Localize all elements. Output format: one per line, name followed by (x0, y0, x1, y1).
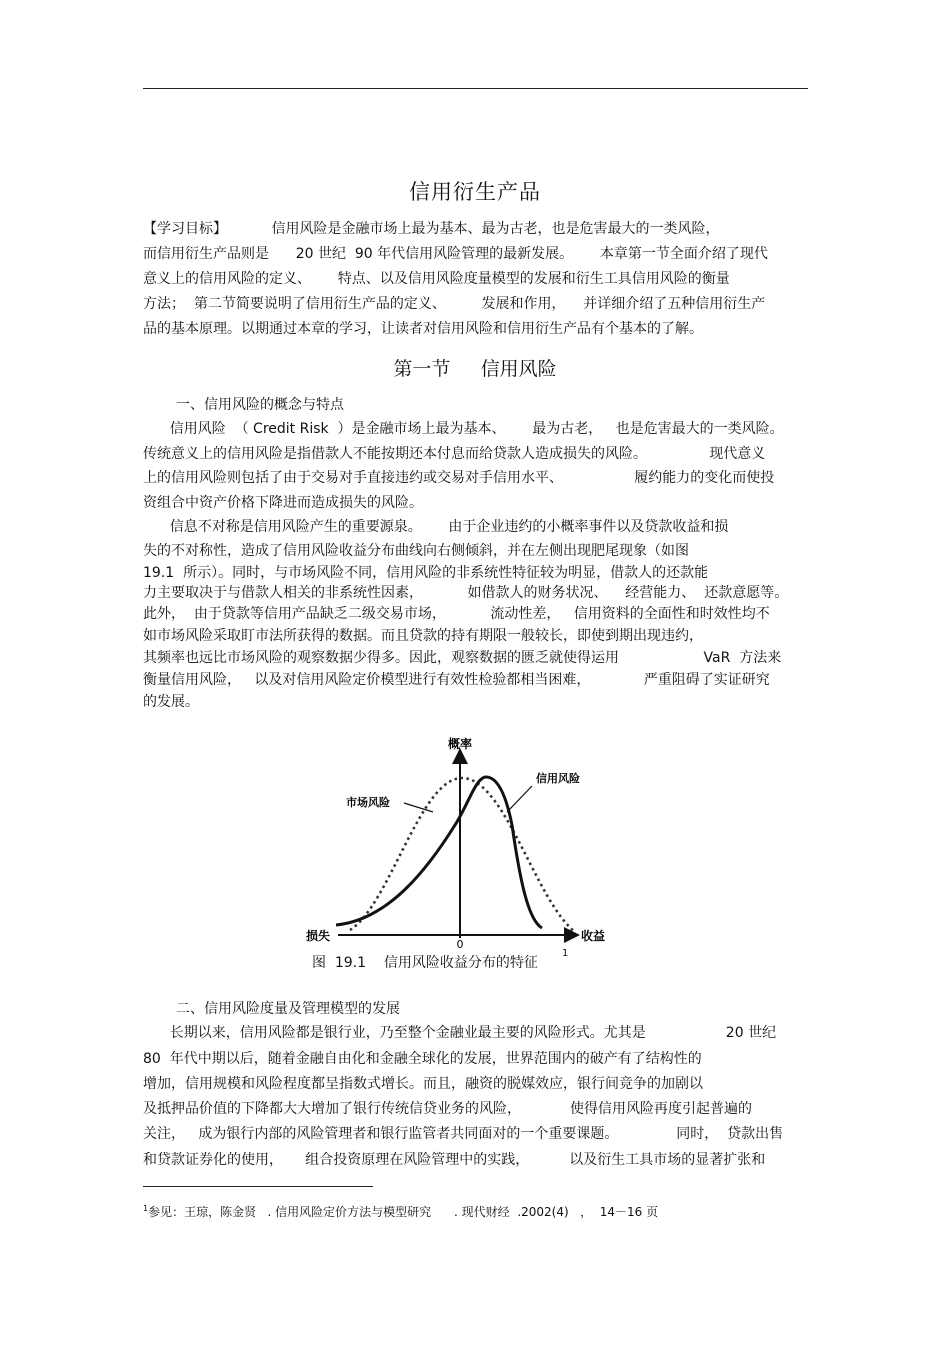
paragraph-line: 长期以来，信用风险都是银行业，乃至整个金融业最主要的风险形式。尤其是 20 世纪 (143, 1025, 777, 1041)
header-rule (143, 88, 808, 89)
footnote-rule (143, 1186, 373, 1187)
paragraph-line: 增加，信用规模和风险程度都呈指数式增长。而且，融资的脱媒效应，银行间竞争的加剧以 (143, 1076, 703, 1092)
credit-label-leader (507, 786, 532, 812)
paragraph-line: 和贷款证券化的使用， 组合投资原理在风险管理中的实践， 以及衍生工具市场的显著扩张和 (143, 1152, 766, 1168)
paragraph-line: 上的信用风险则包括了由于交易对手直接违约或交易对手信用水平、 履约能力的变化而使投 (143, 470, 775, 486)
caption-footnote-ref: 1 (562, 948, 569, 959)
credit-curve-label: 信用风险 (536, 772, 580, 785)
paragraph-line: 及抵押品价值的下降都大大增加了银行传统信贷业务的风险， 使得信用风险再度引起普遍的 (143, 1101, 752, 1117)
intro-line: 品的基本原理。以期通过本章的学习，让读者对信用风险和信用衍生产品有个基本的了解。 (143, 321, 703, 337)
paragraph-line: 资组合中资产价格下降进而造成损失的风险。 (143, 495, 423, 511)
intro-line: 而信用衍生产品则是 20 世纪 90 年代信用风险管理的最新发展。 本章第一节全面介绍了现代 (143, 246, 768, 262)
paragraph-line: 此外， 由于贷款等信用产品缺乏二级交易市场， 流动性差， 信用资料的全面性和时效性均不 (143, 606, 770, 622)
intro-line: 【学习目标】 信用风险是金融市场上最为基本、最为古老，也是危害最大的一类风险， (143, 221, 720, 237)
paragraph-line: 信用风险 （ Credit Risk ）是金融市场上最为基本、 最为古老， 也是危害最大的一类风险。 (143, 421, 784, 437)
intro-line: 方法； 第二节简要说明了信用衍生产品的定义、 发展和作用， 并详细介绍了五种信用衍生产 (143, 296, 766, 312)
paragraph-line: 关注， 成为银行内部的风险管理者和银行监管者共同面对的一个重要课题。 同时， 贷款出售 (143, 1126, 784, 1142)
subsection-heading: 一、信用风险的概念与特点 (176, 397, 344, 413)
section-title: 第一节 信用风险 (393, 358, 557, 380)
paragraph-line: 如市场风险采取盯市法所获得的数据。而且贷款的持有期限一般较长，即使到期出现违约， (143, 628, 703, 644)
paragraph-line: 衡量信用风险， 以及对信用风险定价模型进行有效性检验都相当困难， 严重阻碍了实证研究 (143, 672, 770, 688)
paragraph-line: 的发展。 (143, 694, 199, 710)
footnote (143, 1203, 658, 1220)
paragraph-line: 19.1 所示）。同时，与市场风险不同，信用风险的非系统性特征较为明显，借款人的还款能 (143, 565, 709, 581)
document-title: 信用衍生产品 (409, 180, 541, 204)
paragraph-line: 失的不对称性，造成了信用风险收益分布曲线向右侧倾斜，并在左侧出现肥尾现象（如图 (143, 543, 689, 559)
market-curve-label: 市场风险 (346, 796, 390, 809)
x-left-label: 损失 (306, 929, 331, 943)
market-label-leader (404, 803, 433, 812)
paragraph-line: 传统意义上的信用风险是指借款人不能按期还本付息而给贷款人造成损失的风险。 现代意义 (143, 446, 766, 462)
x-right-label: 收益 (581, 929, 606, 943)
footnote-mark: 1 (143, 1204, 149, 1213)
y-axis-label: 概率 (447, 737, 473, 751)
intro-line: 意义上的信用风险的定义、 特点、以及信用风险度量模型的发展和衍生工具信用风险的衡量 (143, 271, 730, 287)
subsection-heading: 二、信用风险度量及管理模型的发展 (176, 1001, 400, 1017)
figure-caption: 图 19.1 信用风险收益分布的特征 (312, 955, 538, 971)
paragraph-line: 80 年代中期以后，随着金融自由化和金融全球化的发展，世界范围内的破产有了结构性的 (143, 1051, 702, 1067)
footnote-text: 参见：王琼，陈金贤 . 信用风险定价方法与模型研究 . 现代财经 .2002(4) ， 14－16 页 (148, 1205, 659, 1219)
origin-label: 0 (456, 938, 464, 951)
paragraph-line: 力主要取决于与借款人相关的非系统性因素， 如借款人的财务状况、 经营能力、 还款意愿等。 (143, 585, 789, 601)
paragraph-line: 信息不对称是信用风险产生的重要源泉。 由于企业违约的小概率事件以及贷款收益和损 (143, 519, 729, 535)
distribution-figure (300, 730, 620, 952)
paragraph-line: 其频率也远比市场风险的观察数据少得多。因此，观察数据的匮乏就使得运用 VaR 方法来 (143, 650, 782, 666)
